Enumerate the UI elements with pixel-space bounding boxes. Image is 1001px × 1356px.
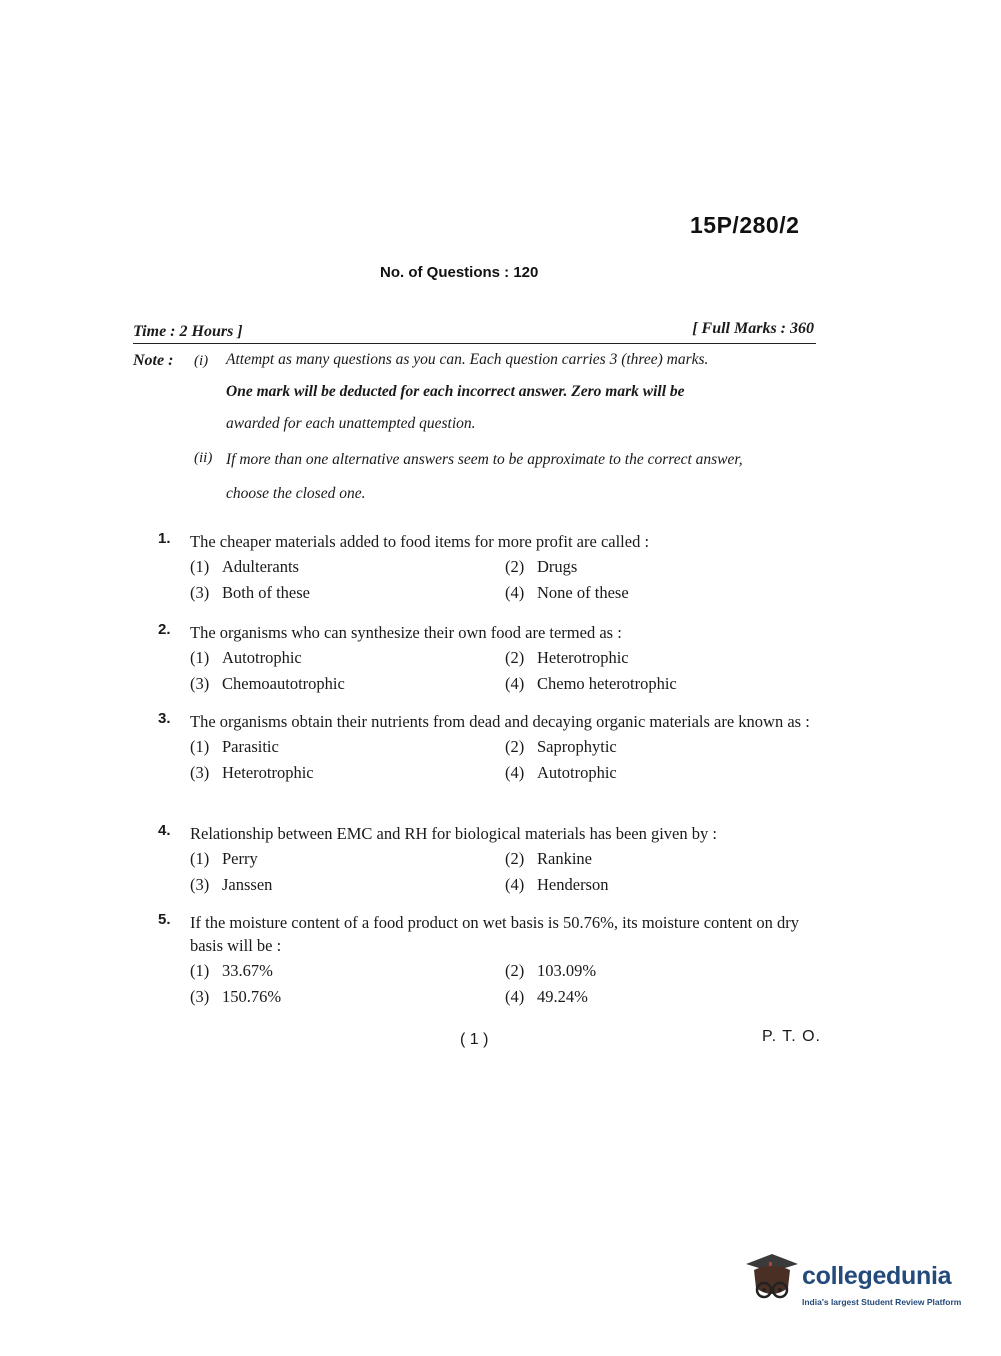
question-text: The organisms who can synthesize their own food are termed as : <box>190 623 622 642</box>
option: (4) None of these <box>505 583 629 602</box>
option: (4) Chemo heterotrophic <box>505 674 677 693</box>
time-allowed: Time : 2 Hours ] <box>133 323 243 340</box>
question-number: 5. <box>158 911 171 928</box>
options-grid <box>190 847 818 896</box>
option: (3) Chemoautotrophic <box>190 674 345 693</box>
option: (3) 150.76% <box>190 987 282 1006</box>
question-5 <box>158 911 818 1008</box>
note-line: One mark will be deducted for each incorrect answer. Zero mark will be <box>226 383 685 400</box>
note-line: awarded for each unattempted question. <box>226 415 476 432</box>
question-number: 3. <box>158 710 171 727</box>
option: (4) Henderson <box>505 875 609 894</box>
options-grid <box>190 555 818 604</box>
full-marks: [ Full Marks : 360 <box>692 320 814 337</box>
note-item-text <box>226 344 816 440</box>
question-1 <box>158 530 818 604</box>
paper-code: 15P/280/2 <box>690 212 800 238</box>
question-number: 1. <box>158 530 171 547</box>
options-grid <box>190 959 818 1008</box>
option: (3) Heterotrophic <box>190 763 314 782</box>
option: (1) Adulterants <box>190 557 299 576</box>
note-item-text <box>226 443 816 511</box>
option: (2) Drugs <box>505 557 578 576</box>
note-line: If more than one alternative answers seem to be approximate to the correct answer, <box>226 451 743 468</box>
mascot-logo-icon <box>742 1250 802 1310</box>
brand-tagline: India's largest Student Review Platform <box>802 1297 962 1307</box>
option: (2) 103.09% <box>505 961 597 980</box>
question-text: The organisms obtain their nutrients from dead and decaying organic materials are known as : <box>190 712 810 731</box>
question-number: 2. <box>158 621 171 638</box>
please-turn-over: P. T. O. <box>762 1028 821 1045</box>
option: (1) Perry <box>190 849 258 868</box>
question-4 <box>158 822 818 896</box>
note-item-number: (ii) <box>194 450 213 466</box>
note-item-number: (i) <box>194 353 209 369</box>
option: (2) Saprophytic <box>505 737 617 756</box>
option: (4) 49.24% <box>505 987 588 1006</box>
options-grid <box>190 735 818 784</box>
option: (4) Autotrophic <box>505 763 617 782</box>
option: (3) Both of these <box>190 583 310 602</box>
note-label: Note : <box>133 352 174 369</box>
question-text: The cheaper materials added to food items for more profit are called : <box>190 532 650 551</box>
option: (2) Heterotrophic <box>505 648 629 667</box>
option: (1) Autotrophic <box>190 648 302 667</box>
question-text: If the moisture content of a food product on wet basis is 50.76%, its moisture content on dry basis will be : <box>190 913 800 955</box>
option: (1) Parasitic <box>190 737 279 756</box>
question-text: Relationship between EMC and RH for biological materials has been given by : <box>190 824 717 843</box>
option: (1) 33.67% <box>190 961 273 980</box>
page-number: ( 1 ) <box>460 1031 489 1048</box>
option: (3) Janssen <box>190 875 273 894</box>
question-3 <box>158 710 818 784</box>
collegedunia-watermark <box>742 1250 972 1320</box>
options-grid <box>190 646 818 695</box>
question-2 <box>158 621 818 695</box>
question-number: 4. <box>158 822 171 839</box>
note-line: Attempt as many questions as you can. Each question carries 3 (three) marks. <box>226 351 709 368</box>
number-of-questions: No. of Questions : 120 <box>380 264 539 281</box>
brand-name: collegedunia <box>802 1262 952 1290</box>
option: (2) Rankine <box>505 849 592 868</box>
note-line: choose the closed one. <box>226 485 366 502</box>
